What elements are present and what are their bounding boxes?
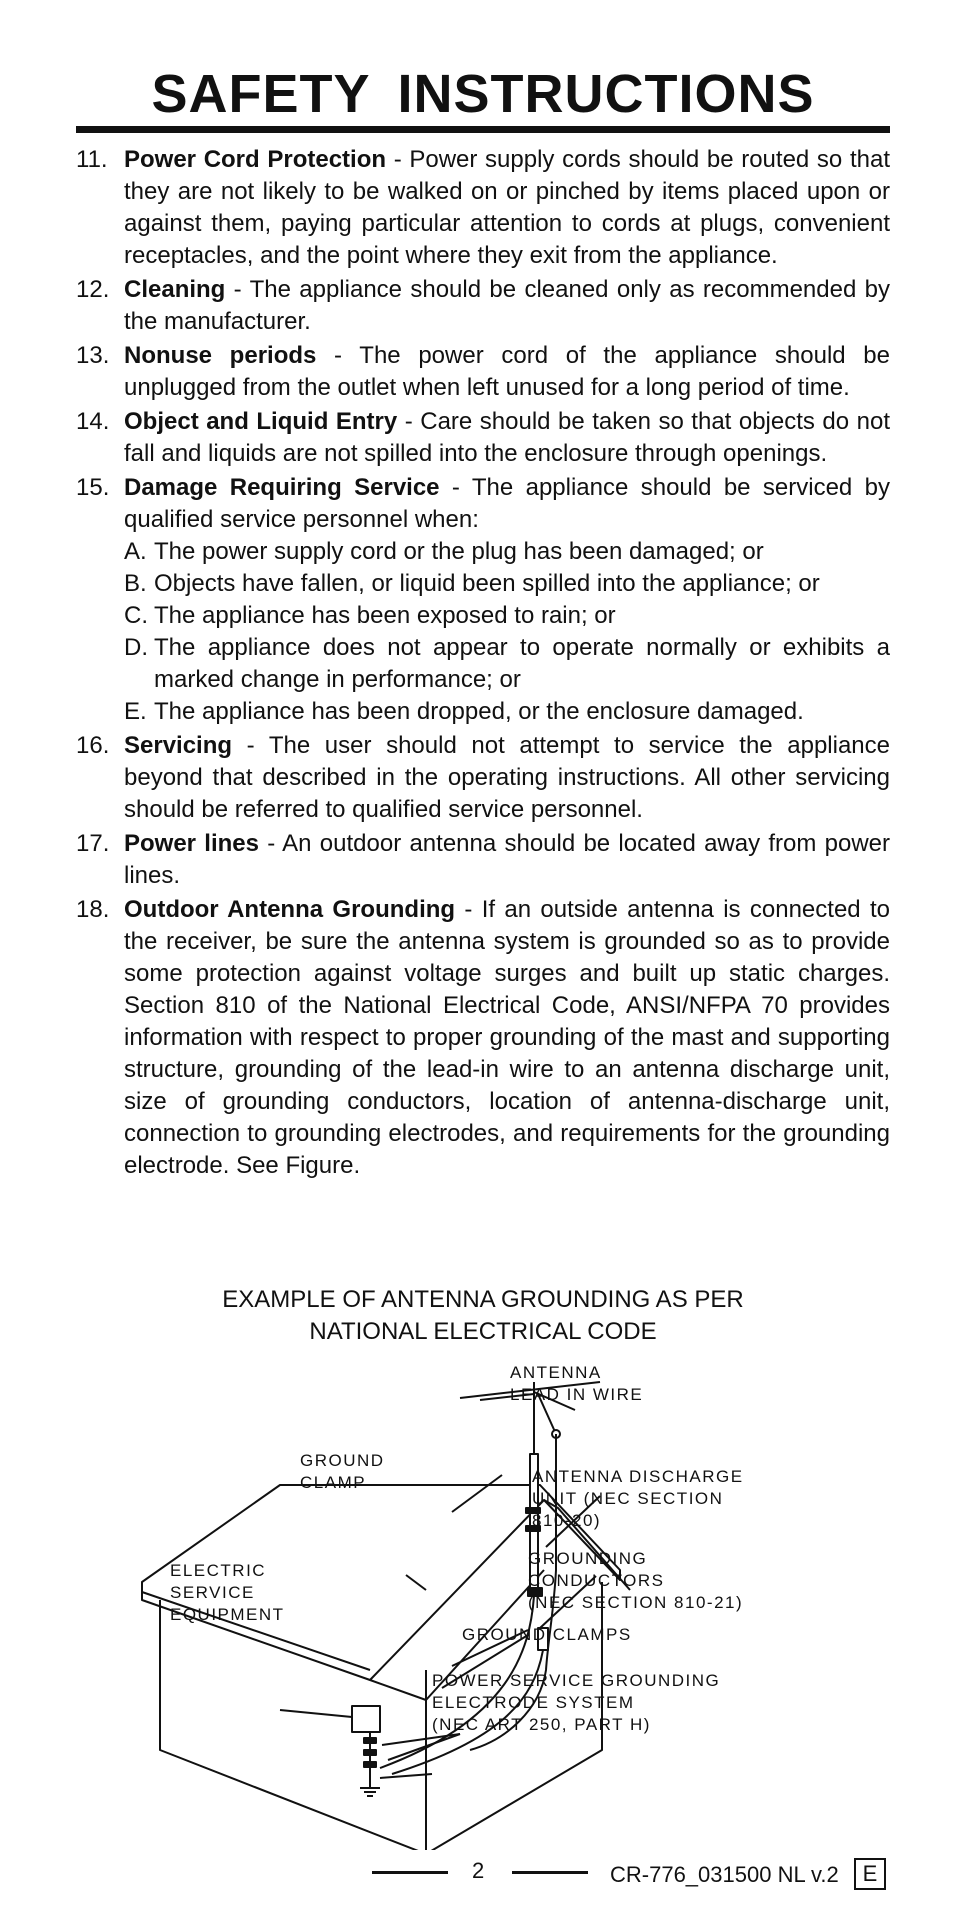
item-body (124, 894, 890, 1182)
item-text: - If an outside antenna is connected to the receiver, be sure the antenna system is grounded so as to provide some protection against voltage surges and built up static charges. Section 810 of the National Electrical Code, ANSI/NFPA 70 provides information with respect to proper grounding of the mast and supporting structure, grounding of the lead-in wire to an antenna discharge unit, size of grounding conductors, location of antenna-discharge unit, connection to grounding electrodes, and requirements for the grounding electrode. See Figure. (124, 896, 890, 1179)
sub-item (124, 536, 890, 568)
antenna-lead-label: ANTENNA LEAD IN WIRE (510, 1363, 644, 1404)
sub-item (124, 568, 890, 600)
item-heading: Damage Requiring Service (124, 474, 440, 501)
item-heading: Outdoor Antenna Grounding (124, 896, 456, 923)
item-body (124, 406, 890, 470)
sub-item-text: Objects have fallen, or liquid been spilled into the appliance; or (154, 570, 820, 597)
sub-item (124, 600, 890, 632)
item-body (124, 144, 890, 272)
item-heading: Power Cord Protection (124, 146, 387, 173)
document-code: CR-776_031500 NL v.2 (610, 1862, 839, 1887)
caption-line-1: EXAMPLE OF ANTENNA GROUNDING AS PER (222, 1286, 744, 1313)
item-heading: Object and Liquid Entry (124, 408, 398, 435)
item-body (124, 730, 890, 826)
grounding-conductors-label: GROUNDING CONDUCTORS (NEC SECTION 810-21) (528, 1549, 744, 1612)
instruction-list (76, 144, 890, 1184)
title-rule (76, 126, 890, 133)
item-heading: Nonuse periods (124, 342, 317, 369)
service-equipment-box (352, 1706, 380, 1732)
item-number: 14. (76, 408, 110, 435)
item-number: 12. (76, 276, 110, 303)
page-title: SAFETY INSTRUCTIONS (151, 64, 815, 124)
list-item (76, 472, 890, 728)
caption-line-2: NATIONAL ELECTRICAL CODE (309, 1318, 657, 1345)
figure-caption (76, 1284, 890, 1348)
item-text: - Care should be taken so that objects do not fall and liquids are not spilled into the enclosure through openings. (124, 408, 890, 467)
sub-item-letter: D. (124, 634, 148, 661)
item-number: 15. (76, 474, 110, 501)
ground-clamps-label: GROUND CLAMPS (462, 1625, 632, 1644)
page-number: 2 (472, 1858, 485, 1883)
sub-item (124, 696, 890, 728)
discharge-unit-label: ANTENNA DISCHARGE UNIT (NEC SECTION 810-20) (532, 1467, 744, 1530)
list-item (76, 406, 890, 470)
page-footer (0, 1850, 954, 1890)
item-heading: Servicing (124, 732, 233, 759)
sub-item (124, 632, 890, 696)
item-body (124, 274, 890, 338)
item-body (124, 828, 890, 892)
sub-item-letter: C. (124, 602, 148, 629)
sub-item-text: The appliance has been dropped, or the enclosure damaged. (154, 698, 804, 725)
sub-item-text: The appliance has been exposed to rain; or (154, 602, 616, 629)
item-body (124, 472, 890, 728)
power-service-label: POWER SERVICE GROUNDING ELECTRODE SYSTEM (NEC ART 250, PART H) (432, 1671, 721, 1734)
antenna-grounding-figure (130, 1363, 890, 1850)
sub-item-letter: B. (124, 570, 147, 597)
item-text: - The appliance should be cleaned only as recommended by the manufacturer. (124, 276, 890, 335)
list-item (76, 340, 890, 404)
item-text: - The appliance should be serviced by qualified service personnel when: (124, 474, 890, 533)
footer-rule-right (512, 1871, 588, 1874)
item-heading: Cleaning (124, 276, 226, 303)
sub-item-text: The power supply cord or the plug has been damaged; or (154, 538, 764, 565)
list-item (76, 144, 890, 272)
item-text: - The user should not attempt to service the appliance beyond that described in the operating instructions. All other servicing should be referred to qualified service personnel. (124, 732, 890, 823)
item-text: - The power cord of the appliance should be unplugged from the outlet when left unused for a long period of time. (124, 342, 891, 401)
item-text: - Power supply cords should be routed so that they are not likely to be walked on or pinched by items placed upon or against them, paying particular attention to cords at plugs, convenient receptacles, and the point where they exit from the appliance. (124, 146, 890, 269)
list-item (76, 894, 890, 1182)
list-item (76, 828, 890, 892)
item-heading: Power lines (124, 830, 259, 857)
footer-rule-left (372, 1871, 448, 1874)
language-badge: E (854, 1858, 886, 1890)
electric-service-label: ELECTRIC SERVICE EQUIPMENT (170, 1561, 285, 1624)
item-number: 13. (76, 342, 110, 369)
list-item (76, 730, 890, 826)
ground-clamp-label: GROUND CLAMP (300, 1451, 385, 1492)
item-number: 18. (76, 896, 110, 923)
sub-item-text: The appliance does not appear to operate normally or exhibits a marked change in performance; or (154, 634, 890, 693)
item-number: 11. (76, 146, 108, 173)
item-number: 16. (76, 732, 110, 759)
sub-item-letter: E. (124, 698, 147, 725)
item-text: - An outdoor antenna should be located away from power lines. (124, 830, 890, 889)
list-item (76, 274, 890, 338)
item-number: 17. (76, 830, 110, 857)
sub-item-letter: A. (124, 538, 147, 565)
item-body (124, 340, 890, 404)
